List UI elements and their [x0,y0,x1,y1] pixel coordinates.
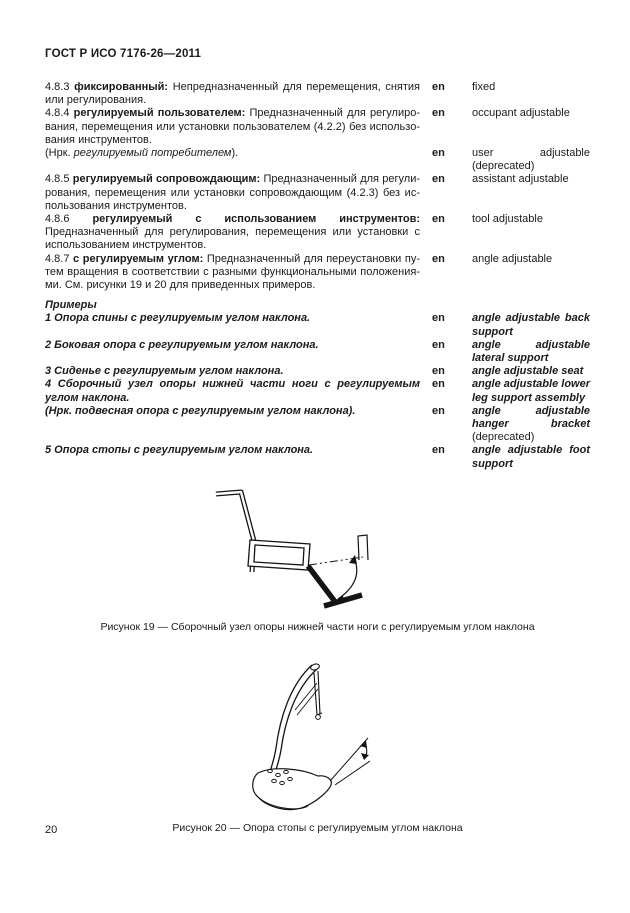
figure-20-caption: Рисунок 20 — Опора стопы с регулируемым углом наклона [172,822,463,835]
definition-row-4-8-3 [45,81,590,107]
example-en-main: angle adjustable back support [472,312,590,338]
example-row-5 [45,444,590,470]
nrk-suffix: ). [231,147,239,160]
definition-row-4-8-5 [45,173,590,213]
example-row-3 [45,365,590,378]
example-en-term [472,378,590,404]
definition-ru-text [45,107,420,147]
example-ru-text: (Нрк. подвесная опора с регулируемым углом наклона). [45,404,356,417]
lang-code-en: en [432,81,445,93]
clause-number: 4.8.5 [45,173,70,186]
example-row-2 [45,339,590,365]
lang-code-en: en [432,213,445,226]
term-ru: регулируемый с использованием инструментов: [92,213,420,226]
definition-en-term: tool adjustable [472,213,543,226]
term-ru: с регулируемым углом: [73,252,204,265]
clause-number: 4.8.3 [45,81,70,93]
definition-en-term: assistant adjustable [472,173,569,186]
figure-20 [45,656,590,835]
lang-code-en: en [432,107,445,120]
clause-number: 4.8.7 [45,252,70,265]
figure-19-drawing [203,479,378,617]
definition-row-4-8-7 [45,253,590,293]
deprecated-term-ru: регулируемый потребителем [73,147,232,160]
example-en-term [472,339,590,365]
definition-ru-text [45,81,420,107]
lang-code-en: en [432,378,445,391]
clause-number: 4.8.4 [45,107,70,120]
example-ru-text: 1 Опора спины с регулируемым углом наклона. [45,312,311,325]
definition-ru-text [45,253,420,293]
lang-code-en: en [432,147,445,160]
example-en-suffix: (deprecated) [472,431,535,444]
definition-body: Предназначенный для регулирования, перемещения или установки сопровождающим (4.2.3) без использования инструментов. [45,173,421,212]
definition-en-term: occupant adjustable [472,107,570,120]
definition-row-4-8-4 [45,107,590,147]
term-ru: фиксированный: [74,81,169,93]
lang-code-en: en [432,365,445,378]
definition-body: Непредназначенный для перемещения, снятия или регулирования. [45,81,420,107]
definition-ru-text [45,147,420,160]
definition-row-nrk-user [45,147,590,173]
page-number: 20 [45,824,58,836]
nrk-prefix: (Нрк. [45,147,74,160]
definition-en-term: angle adjustable [472,252,553,265]
example-en-main: angle adjustable seat [472,365,584,378]
figure-20-drawing [250,656,385,816]
lang-code-en: en [432,173,445,186]
term-ru: регулируемый сопровождающим: [72,173,261,186]
figure-19-caption: Рисунок 19 — Сборочный узел опоры нижней части ноги с регулируемым углом наклона [100,620,535,633]
definition-ru-text [45,173,420,213]
definition-en-term: user adjustable (deprecated) [472,147,590,173]
lang-code-en: en [432,312,445,325]
figure-19 [45,479,590,634]
term-ru: регулируемый пользователем: [73,107,246,120]
example-en-term [472,405,590,445]
definition-body: Предназначенный для регулирования, перемещения или установки пользователем (4.2.2) без использования инструментов. [45,107,420,146]
example-ru-text: 3 Сиденье с регулируемым углом наклона. [45,365,284,378]
example-en-term [472,444,590,470]
page-content [45,81,590,835]
example-row-nrk-hanger [45,405,590,445]
definition-ru-text [45,213,420,253]
clause-number: 4.8.6 [45,213,70,226]
definition-row-4-8-6 [45,213,590,253]
example-en-term [472,312,590,338]
example-ru-text: 2 Боковая опора с регулируемым углом наклона. [45,338,319,351]
lang-code-en: en [432,338,445,351]
example-en-main: angle adjustable foot support [472,444,590,470]
lang-code-en: en [432,404,445,417]
example-ru-text: 4 Сборочный узел опоры нижней части ноги с регулируемым углом наклона. [45,378,420,404]
examples-heading: Примеры [45,299,97,312]
definition-body: Предназначенный для переустановки путем вращения в соответствии с разными функциональными положениями. См. рисунки 19 и 20 для приведенных примеров. [45,252,421,292]
example-en-main: angle adjustable lower leg support assembly [472,378,590,404]
example-row-4 [45,378,590,404]
example-row-1 [45,312,590,338]
lang-code-en: en [432,444,445,457]
example-en-main: angle adjustable lateral support [472,338,590,365]
document-header: ГОСТ Р ИСО 7176-26—2011 [45,48,202,60]
example-en-term [472,365,590,378]
lang-code-en: en [432,252,445,265]
example-en-main: angle adjustable hanger bracket [472,404,590,431]
example-ru-text: 5 Опора стопы с регулируемым углом наклона. [45,444,314,457]
definition-en-term: fixed [472,81,496,93]
definition-body: Предназначенный для регулирования, перемещения или установки с использованием инструментов. [45,226,420,252]
